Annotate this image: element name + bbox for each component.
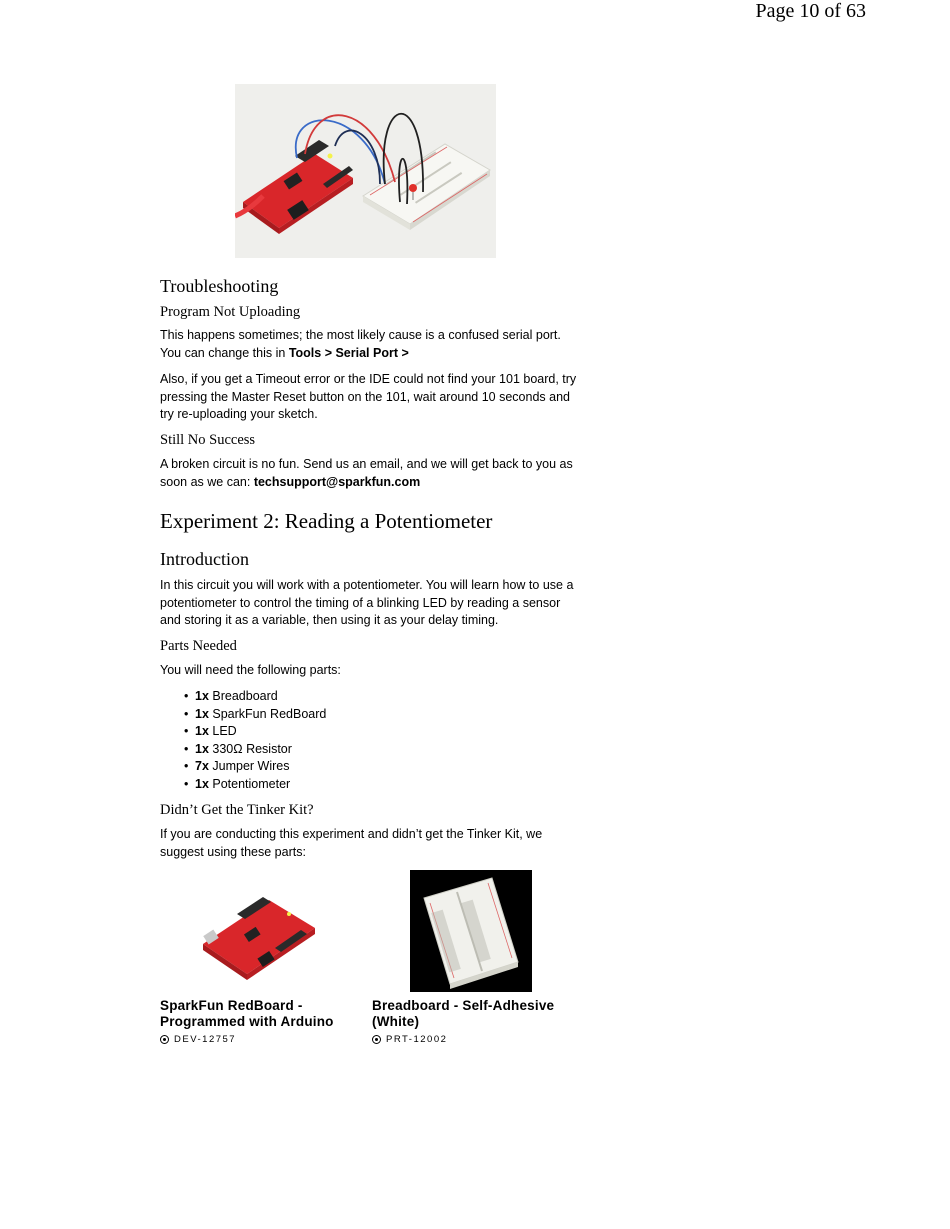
sku-bullet-icon <box>372 1035 381 1044</box>
introduction-heading: Introduction <box>160 549 249 569</box>
page-number: Page 10 of 63 <box>755 0 866 22</box>
product-redboard-sku: DEV-12757 <box>160 1034 236 1045</box>
parts-list <box>160 688 580 793</box>
troubleshooting-section <box>160 275 580 297</box>
list-item: • 1x Potentiometer <box>160 776 580 794</box>
sku-bullet-icon <box>160 1035 169 1044</box>
parts-lead: You will need the following parts: <box>160 663 341 677</box>
product-breadboard-image[interactable] <box>410 870 532 992</box>
list-item: • 1x LED <box>160 723 580 741</box>
no-success-paragraph: A broken circuit is no fun. Send us an email, and we will get back to you as soon as we can: techsupport@sparkfun.com <box>160 457 573 489</box>
product-breadboard-sku: PRT-12002 <box>372 1034 447 1045</box>
serial-port-menu-path: Tools > Serial Port > <box>288 345 409 360</box>
circuit-photo <box>235 84 496 258</box>
parts-needed-heading: Parts Needed <box>160 638 237 654</box>
product-redboard-image[interactable] <box>197 870 319 992</box>
upload-paragraph-2: Also, if you get a Timeout error or the IDE could not find your 101 board, try pressing the Master Reset button on the 101, wait around 10 seconds and try re-uploading your sketch. <box>160 372 577 421</box>
list-item: • 1x SparkFun RedBoard <box>160 706 580 724</box>
support-email: techsupport@sparkfun.com <box>253 474 421 489</box>
list-item: • 1x 330Ω Resistor <box>160 741 580 759</box>
list-item: • 1x Breadboard <box>160 688 580 706</box>
experiment-title: Experiment 2: Reading a Potentiometer <box>160 509 493 533</box>
introduction-paragraph: In this circuit you will work with a potentiometer. You will learn how to use a potentiometer to control the timing of a blinking LED by reading a sensor and storing it as a variable, then using it as your delay timing. <box>160 578 574 627</box>
upload-paragraph-1: This happens sometimes; the most likely cause is a confused serial port. You can change this in Tools > Serial Port > <box>160 328 561 360</box>
still-no-success-heading: Still No Success <box>160 432 256 448</box>
product-redboard-title[interactable]: SparkFun RedBoard - Programmed with Arduino <box>160 998 334 1029</box>
tinker-kit-paragraph: If you are conducting this experiment and didn’t get the Tinker Kit, we suggest using these parts: <box>160 827 543 859</box>
list-item: • 7x Jumper Wires <box>160 758 580 776</box>
program-not-uploading-heading: Program Not Uploading <box>160 304 301 320</box>
tinker-kit-heading: Didn’t Get the Tinker Kit? <box>160 802 314 818</box>
product-breadboard-title[interactable]: Breadboard - Self-Adhesive (White) <box>372 998 555 1029</box>
troubleshooting-heading: Troubleshooting <box>160 276 279 296</box>
